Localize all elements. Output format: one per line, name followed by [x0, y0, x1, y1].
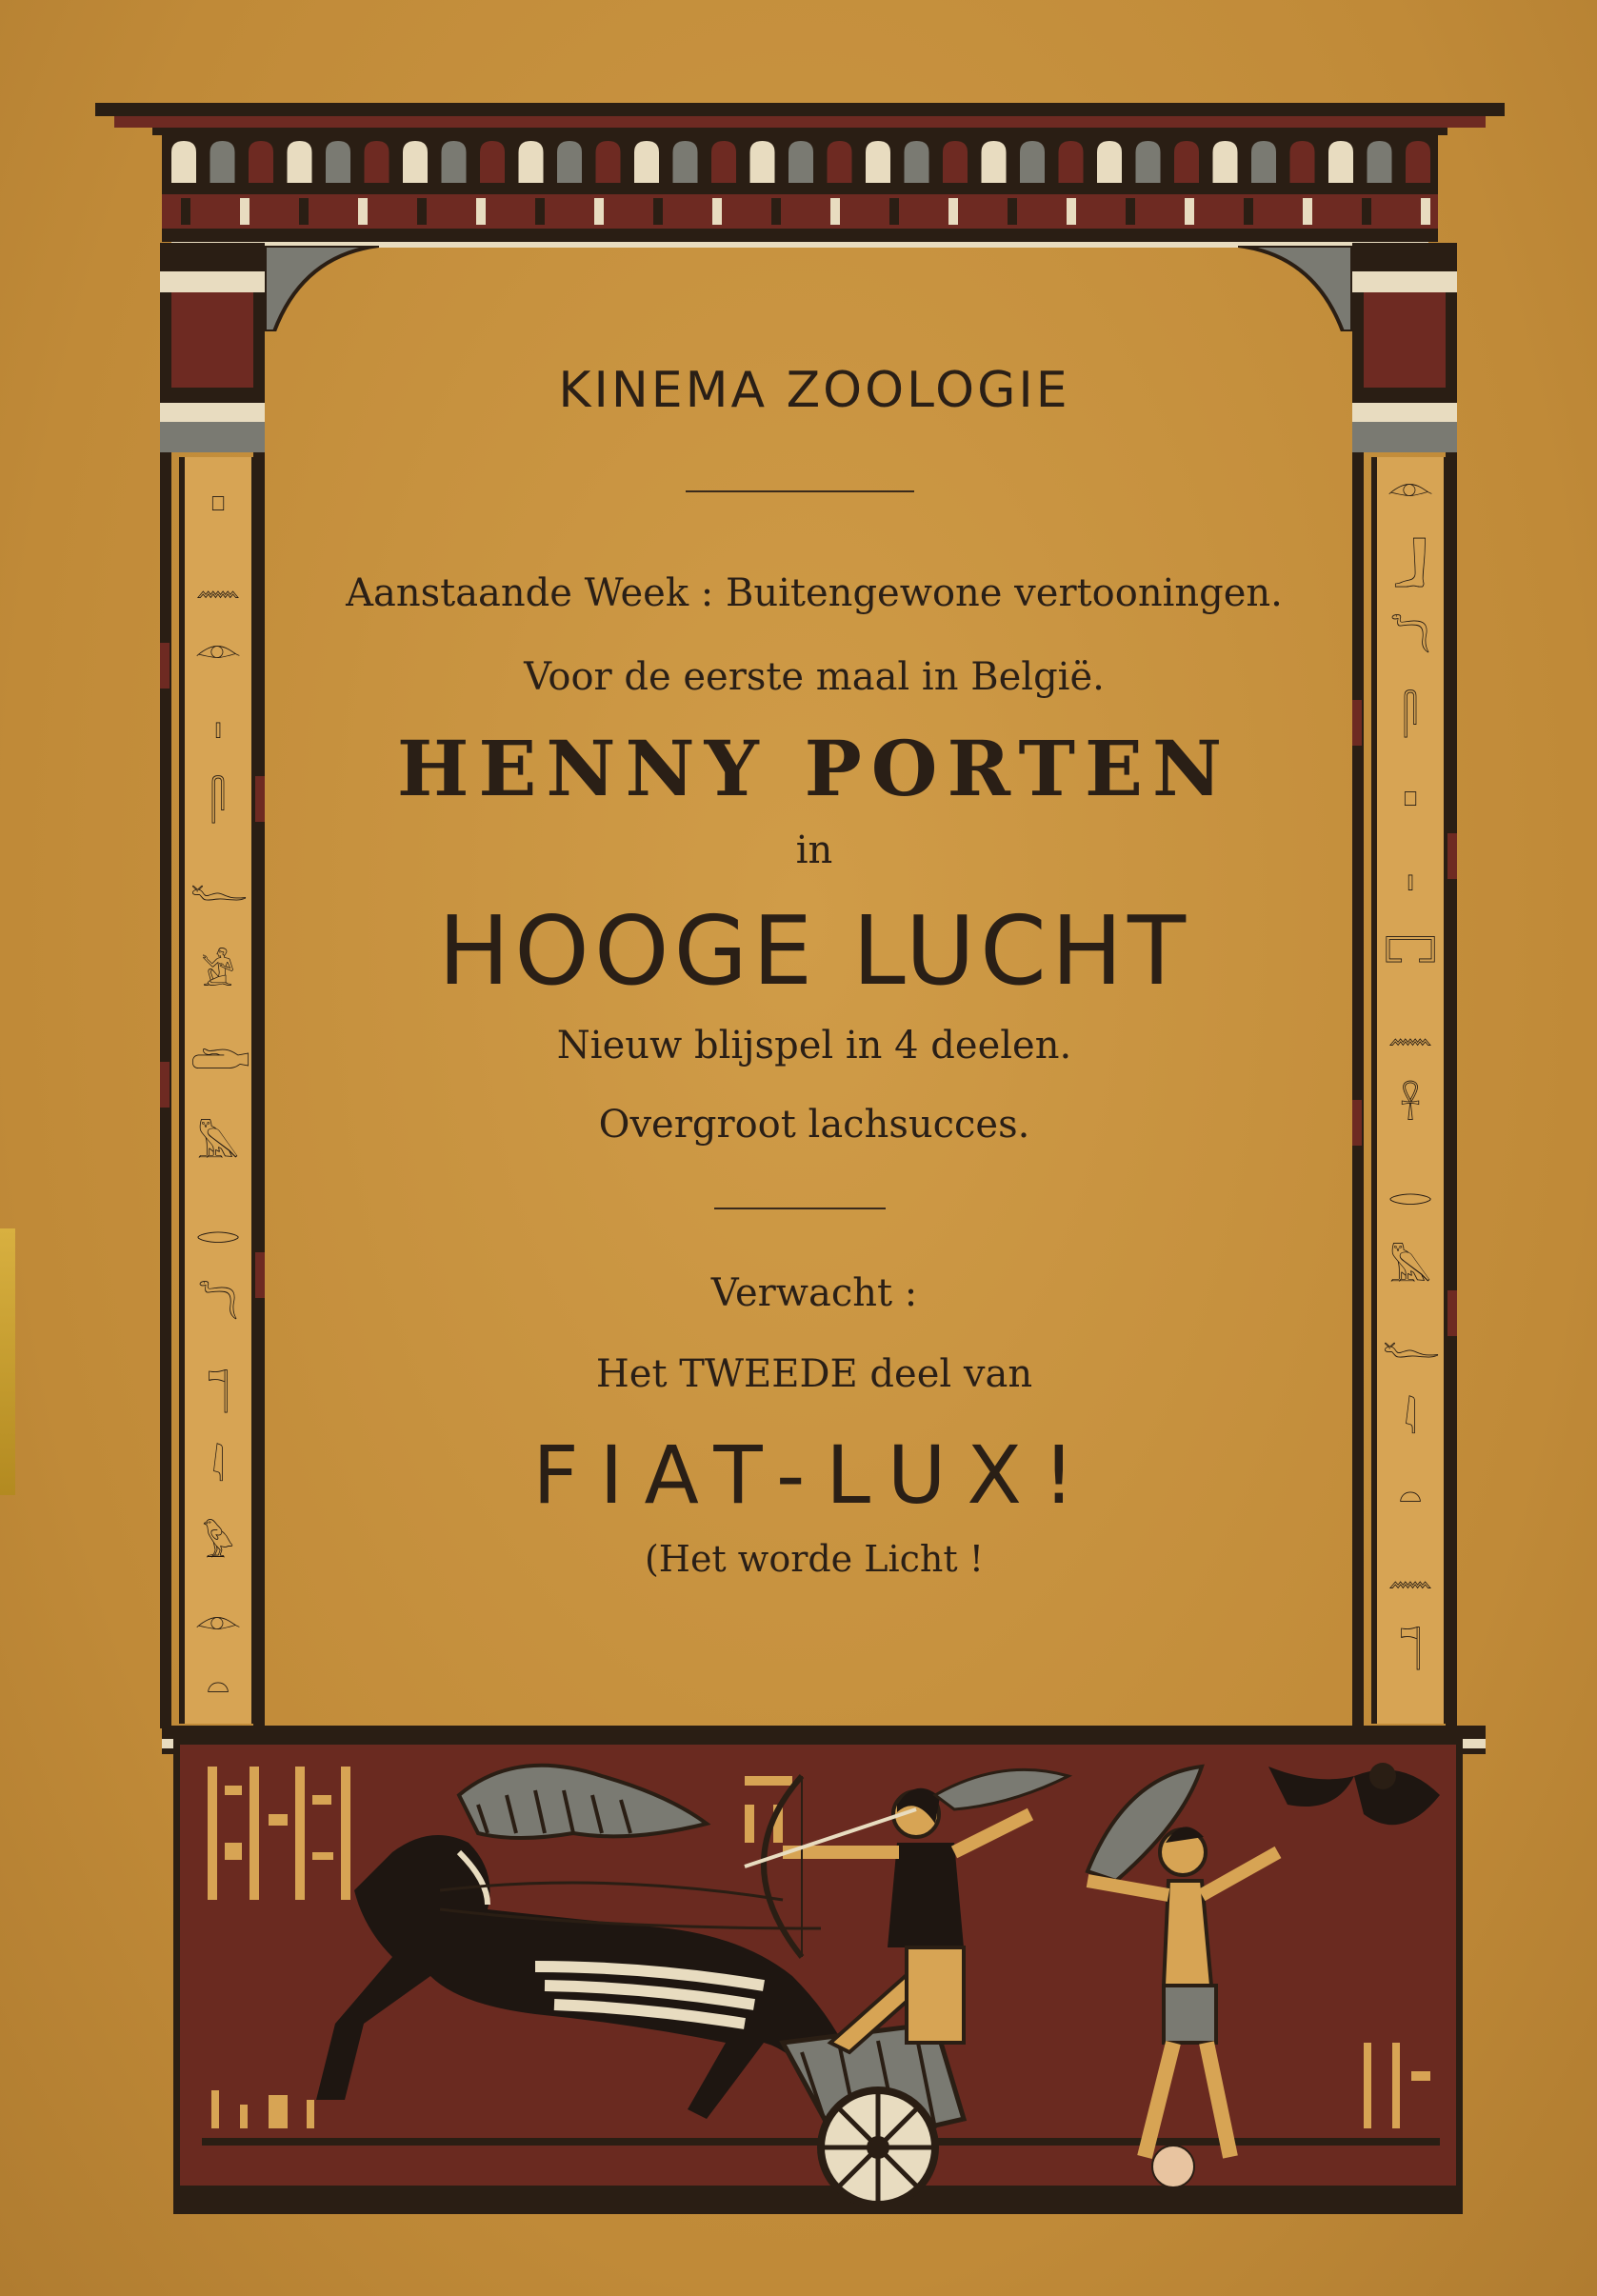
cornice-arch [365, 141, 389, 183]
pillar-band [1352, 403, 1457, 422]
cornice-tick [417, 198, 427, 225]
binding-ribbon [0, 1228, 15, 1495]
hieroglyph-icon: 𓅱 [201, 1523, 235, 1567]
pillar-band [160, 243, 265, 271]
divider-rule [686, 490, 914, 492]
pillar-band [160, 403, 265, 422]
cinema-name: KINEMA ZOOLOGIE [558, 362, 1070, 419]
cornice-arch [171, 141, 196, 183]
hieroglyph-column-icon [1371, 457, 1449, 1724]
cornice-tick [712, 198, 722, 225]
star-name: HENNY PORTEN [396, 724, 1232, 813]
pillar-dash [1352, 700, 1362, 746]
cornice-tick [299, 198, 309, 225]
cornice-arch [789, 141, 813, 183]
pillar-band [160, 388, 265, 403]
hieroglyph-icon: 𓏏 [1398, 1475, 1423, 1519]
hieroglyph-icon: 𓋴 [210, 780, 227, 824]
cornice-arch [519, 141, 544, 183]
hieroglyph-icon: 𓆓 [197, 1285, 239, 1328]
cornice-arch [673, 141, 698, 183]
cornice-tick [476, 198, 486, 225]
cornice-arch [288, 141, 312, 183]
hieroglyph-icon: 𓁹 [194, 1599, 242, 1643]
cornice-tick [1244, 198, 1253, 225]
hieroglyph-icon: 𓊪 [210, 475, 227, 519]
cornice-arch [596, 141, 621, 183]
cornice-tick [1303, 198, 1312, 225]
chariot-archer-frieze-icon [173, 1738, 1463, 2214]
hieroglyph-icon: 𓆓 [1389, 618, 1431, 662]
cornice-arch [905, 141, 929, 183]
worn-spot [1152, 2146, 1194, 2187]
cornice-arch [480, 141, 505, 183]
sequel-note: Het TWEEDE deel van [595, 1352, 1033, 1396]
hieroglyph-icon: 𓊹 [207, 1370, 230, 1414]
cornice-arch [982, 141, 1007, 183]
cornice-arch [711, 141, 736, 183]
pillar-band [160, 271, 265, 292]
hieroglyph-column-icon [179, 457, 257, 1724]
pillar-band [160, 292, 265, 388]
cornice-tick [653, 198, 663, 225]
cornice-arch [557, 141, 582, 183]
cornice-arch [1367, 141, 1392, 183]
cornice-tick [240, 198, 250, 225]
pillar-edge [1352, 243, 1364, 1728]
hieroglyph-icon: 𓊪 [1402, 770, 1419, 814]
divider-rule [714, 1208, 886, 1209]
cornice-tick [358, 198, 368, 225]
cornice-arch [1251, 141, 1276, 183]
pillar-edge [160, 243, 171, 1728]
hieroglyph-icon: 𓈖 [1387, 1551, 1433, 1595]
pillar-dash [160, 1062, 170, 1108]
cornice-arch [1136, 141, 1161, 183]
pillar-band [1352, 422, 1457, 452]
cornice-arch [210, 141, 235, 183]
hieroglyph-icon: 𓇋 [1404, 1399, 1417, 1443]
left-hieroglyph-column [160, 243, 265, 1728]
week-announcement: Aanstaande Week : Buitengewone vertooningen. [346, 571, 1283, 615]
pillar-band [1352, 271, 1457, 292]
hieroglyph-icon: 𓅓 [196, 1123, 240, 1167]
pillar-dash [1447, 1290, 1457, 1336]
cornice-arch [249, 141, 273, 183]
hieroglyph-icon: 𓏤 [213, 704, 223, 748]
film-praise: Overgroot lachsucces. [598, 1103, 1030, 1147]
pillar-band [1352, 243, 1457, 271]
cornice-arch [1097, 141, 1122, 183]
cornice-arch [1328, 141, 1353, 183]
hieroglyph-icon: 𓂋 [195, 1208, 241, 1252]
pillar-band [160, 422, 265, 452]
cornice-tick [830, 198, 840, 225]
cornice-tick [594, 198, 604, 225]
hieroglyph-icon: 𓈖 [195, 561, 241, 605]
hieroglyph-icon: 𓀀 [201, 951, 235, 995]
pillar-band [1352, 292, 1457, 388]
pillar-dash [160, 643, 170, 689]
cornice-arch [866, 141, 890, 183]
cornice-arch [1174, 141, 1199, 183]
right-hieroglyph-column [1352, 243, 1457, 1728]
cornice-arch [750, 141, 775, 183]
hieroglyph-icon: 𓆑 [1383, 1323, 1441, 1367]
pillar-dash [255, 776, 265, 822]
cornice-tick [181, 198, 190, 225]
pillar-dash [1352, 1100, 1362, 1146]
hieroglyph-icon: 𓈖 [1387, 1008, 1433, 1052]
cornice-arch [1406, 141, 1430, 183]
hieroglyph-icon: 𓆑 [190, 866, 249, 909]
cornice-tick [771, 198, 781, 225]
cornice-tick [1421, 198, 1430, 225]
hieroglyph-icon: 𓅓 [1388, 1247, 1432, 1290]
hieroglyph-icon: 𓋹 [1399, 1085, 1422, 1128]
cornice-tick [1126, 198, 1135, 225]
hieroglyph-icon: 𓂋 [1387, 1170, 1433, 1214]
premiere-note: Voor de eerste maal in België. [524, 655, 1105, 699]
hieroglyph-icon: 𓃀 [1393, 542, 1427, 586]
cornice-arch [403, 141, 428, 183]
hieroglyph-icon: 𓁹 [1387, 466, 1434, 509]
film-description: Nieuw blijspel in 4 deelen. [556, 1024, 1072, 1068]
program-text-panel [276, 248, 1352, 1724]
cornice-tick [1185, 198, 1194, 225]
hieroglyph-icon: 𓊹 [1399, 1627, 1422, 1671]
hieroglyph-icon: 𓇋 [211, 1447, 225, 1490]
cornice-arch [943, 141, 968, 183]
coming-soon-label: Verwacht : [710, 1271, 918, 1315]
pillar-dash [1447, 833, 1457, 879]
egyptian-cornice-icon [95, 103, 1505, 255]
sequel-film-title: FIAT-LUX! [532, 1428, 1096, 1522]
hieroglyph-icon: 𓋴 [1402, 694, 1419, 738]
cornice-arch [1059, 141, 1084, 183]
cornice-arch [1290, 141, 1315, 183]
cornice-tick [1362, 198, 1371, 225]
hieroglyph-icon: 𓏤 [1406, 856, 1415, 900]
cornice-arch [1020, 141, 1045, 183]
cornice-tick [948, 198, 958, 225]
cornice-arch [828, 141, 852, 183]
film-subtitle: (Het worde Licht ! [644, 1538, 985, 1580]
pillar-band [1352, 388, 1457, 403]
cornice-arch [442, 141, 467, 183]
hieroglyph-icon: 𓁹 [194, 628, 242, 671]
cornice-arch [634, 141, 659, 183]
film-title: HOOGE LUCHT [437, 895, 1191, 1007]
cornice-arch [1213, 141, 1238, 183]
hieroglyph-icon: 𓏏 [206, 1666, 230, 1709]
hieroglyph-icon: 𓂧 [190, 1037, 250, 1081]
pillar-dash [255, 1252, 265, 1298]
cornice-tick [535, 198, 545, 225]
cornice-arch [326, 141, 350, 183]
connector-word: in [795, 829, 833, 872]
cornice-tick [1008, 198, 1017, 225]
hieroglyph-icon: 𓉐 [1384, 932, 1437, 976]
cornice-tick [889, 198, 899, 225]
cornice-tick [1067, 198, 1076, 225]
